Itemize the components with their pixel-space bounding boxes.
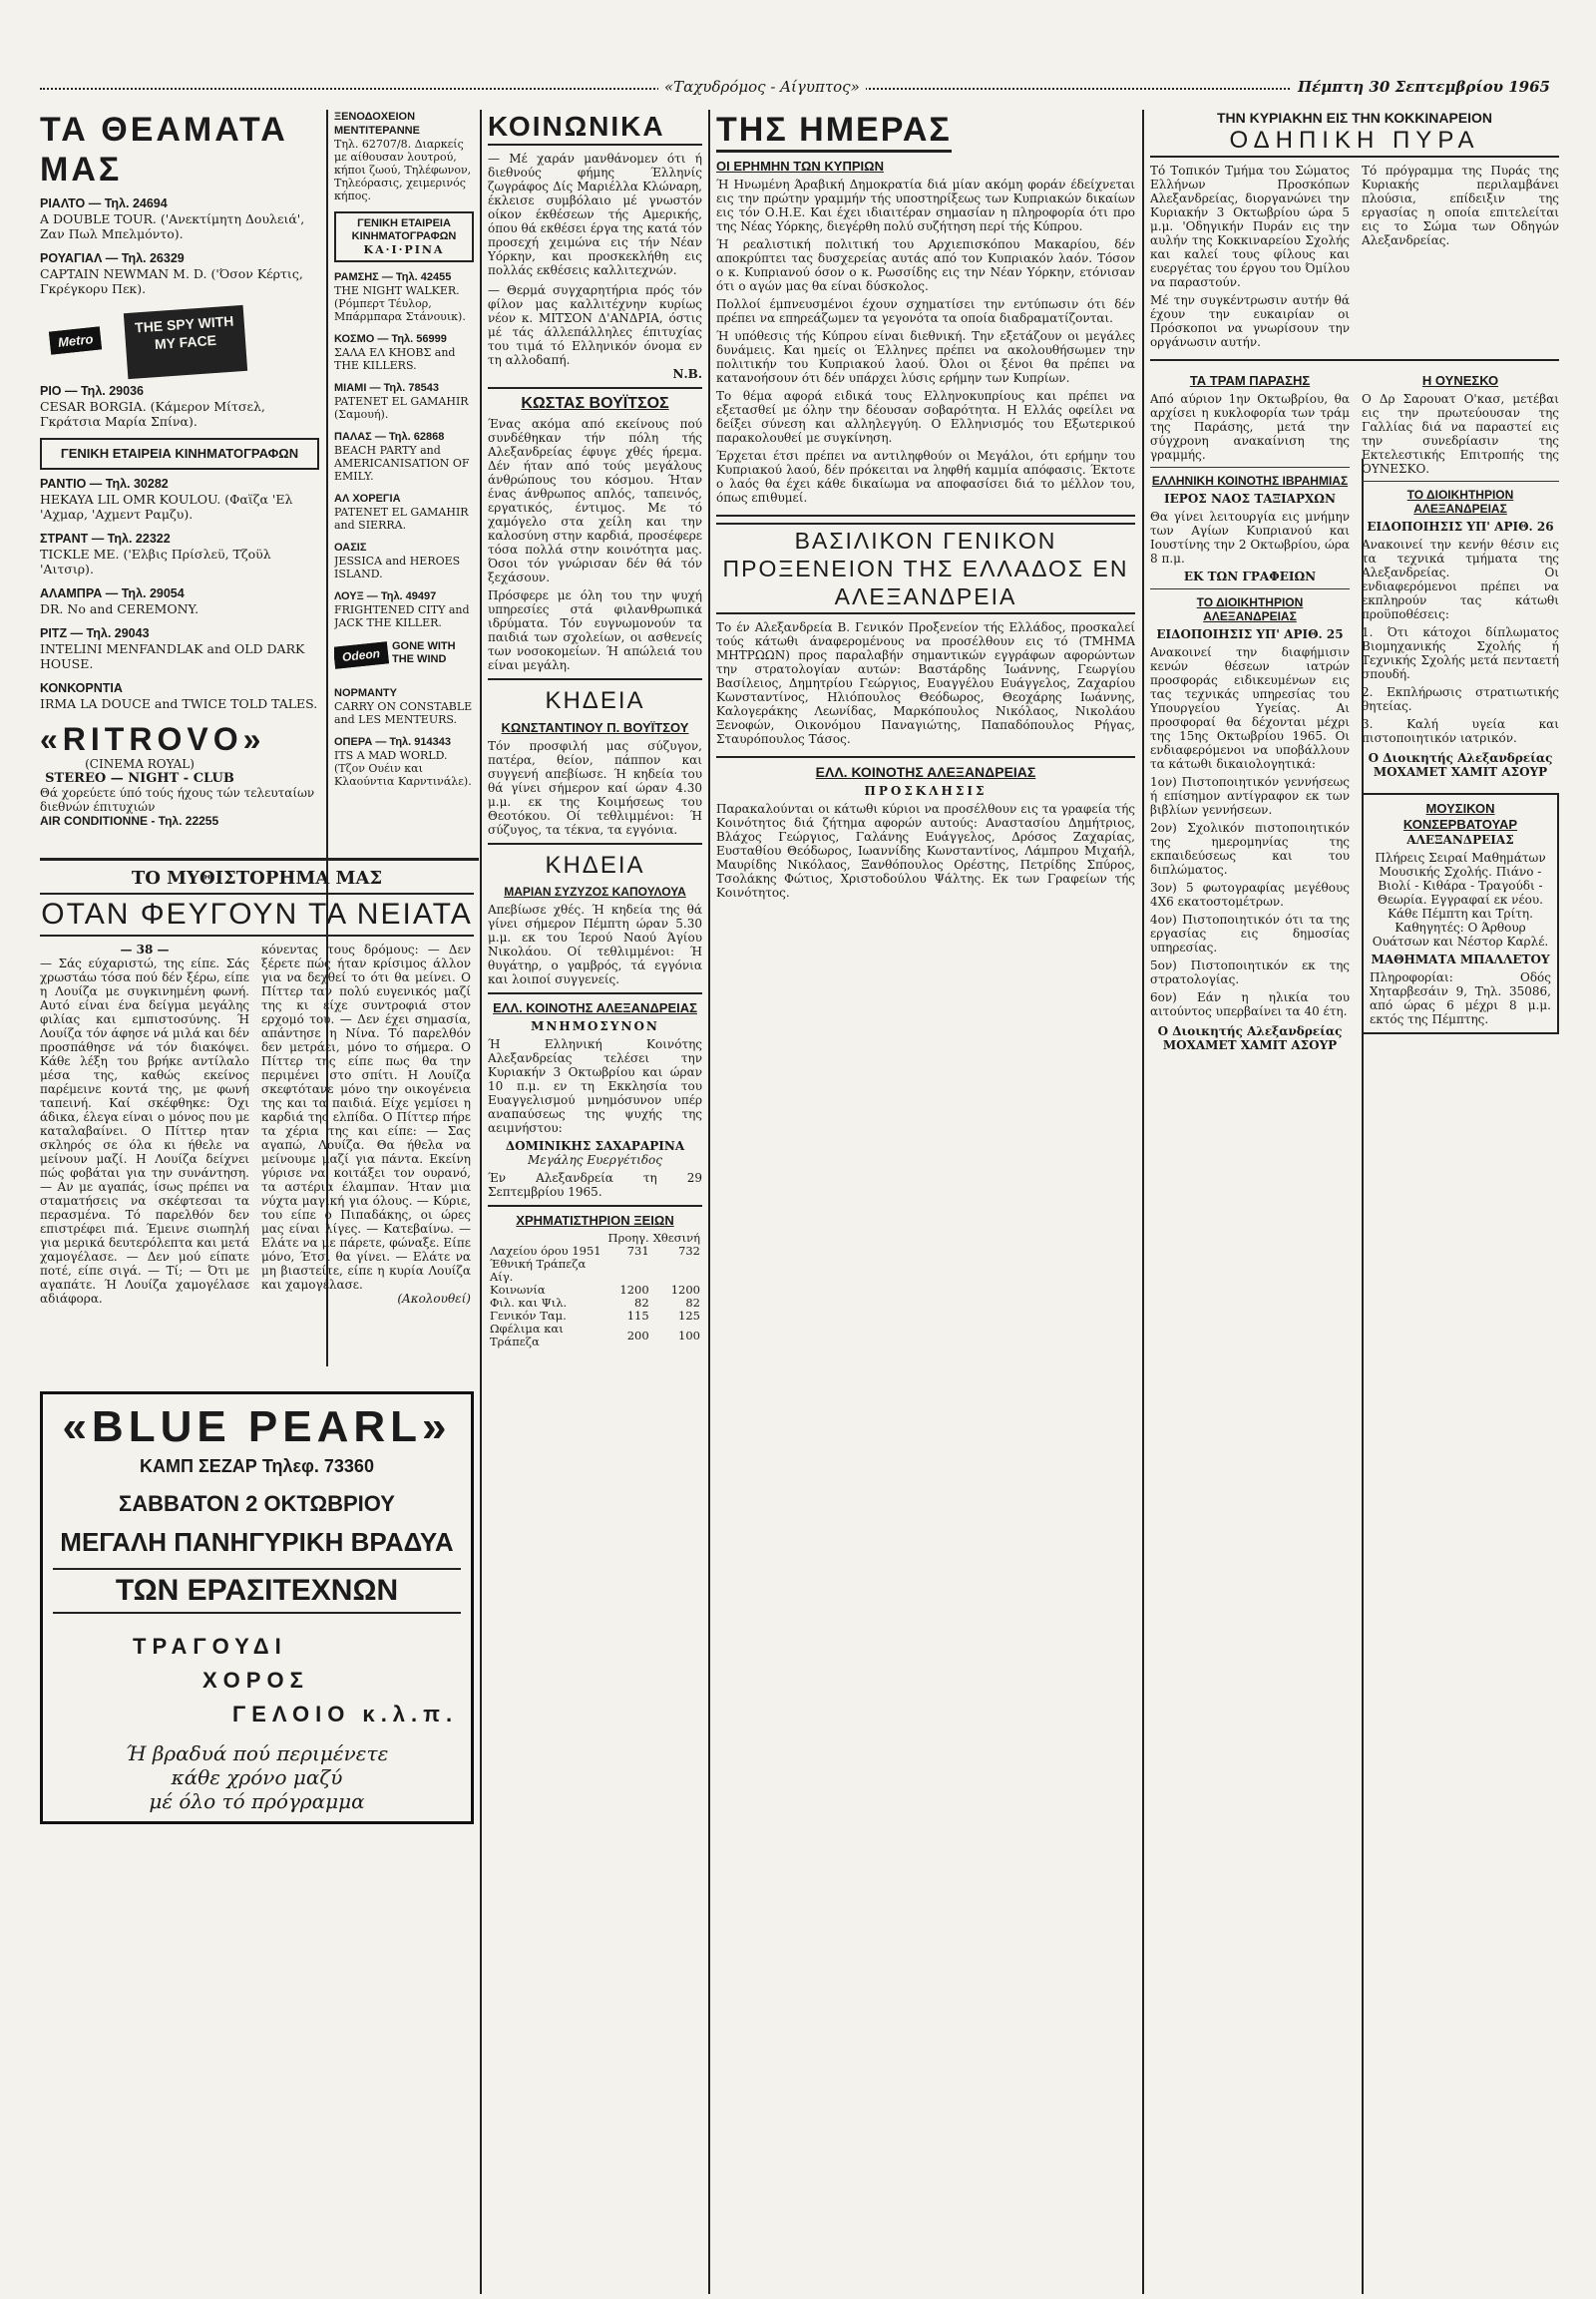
column-rule: [1142, 110, 1144, 2294]
unesco-head: Η ΟΥΝΕΣΚΟ: [1421, 373, 1499, 388]
listing-item: [334, 430, 474, 483]
company-box: [40, 438, 319, 470]
church-head: ΕΛΛΗΝΙΚΗ ΚΟΙΝΟΤΗΣ ΙΒΡΑΗΜΙΑΣ: [1151, 474, 1349, 488]
metro-logo: Metro: [49, 326, 103, 354]
column-rule: [708, 110, 710, 2294]
listing-item: [40, 250, 319, 296]
listing-body: CAPTAIN NEWMAN M. D. ('Όσον Κέρτις, Γκρέγκορυ Πεκ).: [40, 266, 303, 296]
odeon-logo: Odeon: [334, 641, 389, 669]
masthead-date: Πέμπτη 30 Σεπτεμβρίου 1965: [1292, 78, 1556, 96]
funeral-name: ΚΩΝΣΤΑΝΤΙΝΟΥ Π. ΒΟΥΪΤΣΟΥ: [501, 720, 689, 735]
memorial-text: Ή Ελληνική Κοινότης Αλεξανδρείας τελέσει την Κυριακήν 3 Οκτωβρίου και ώραν 10 π.μ. εν τη Εκκλησία του Ευαγγελισμού μνημόσυνον υπέρ αναπαύσεως της ψυχής της αειμνήστου:: [488, 1037, 702, 1135]
notice-item: 1ον) Πιστοποιητικόν γεννήσεως ή επίσημον αντίγραφον εκ των βιβλίων γεννήσεων.: [1150, 775, 1350, 817]
editorial-title: ΤΗΣ ΗΜΕΡΑΣ: [716, 110, 952, 153]
community-sub: ΠΡΟΣΚΛΗΣΙΣ: [864, 784, 988, 798]
notice-item: 5ον) Πιστοποιητικόν εκ της στρατολογίας.: [1150, 958, 1350, 986]
listing-body: INTELINI MENFANDLAK and OLD DARK HOUSE.: [40, 641, 305, 671]
funeral-name: ΜΑΡΙΑΝ ΣΥΖΥΖΟΣ ΚΑΠΟΥΛΟΥΑ: [504, 885, 686, 899]
listing-name: ΑΛΑΜΠΡΑ — Τηλ. 29054: [40, 586, 185, 600]
music-contact: Πληροφορίαι: Οδός Χηταρβεσάιν 9, Τηλ. 35086, από ώρας 6 μέχρι 8 μ.μ. εκτός της Πέμπτης.: [1370, 970, 1551, 1026]
listing-name: ΛΟΥΞ — Τηλ. 49497: [334, 590, 437, 602]
ad-title: «BLUE PEARL»: [62, 1402, 452, 1451]
listing-body: HEKAYA LIL OMR KOULOU. (Φαϊζα 'Ελ 'Αχμαρ, 'Αχμεντ Ραμζυ).: [40, 492, 293, 522]
listing-body: THE NIGHT WALKER. (Ρόμπερτ Τέυλορ, Μπάρμπαρα Στάνουικ).: [334, 284, 466, 323]
consulate-text: Το έν Αλεξανδρεία Β. Γενικόν Προξενείον τής Ελλάδος, προσκαλεί τούς κάτωθι άναφερομένους να προσέλθουν εις τό (ΤΜΗΜΑ ΜΗΤΡΩΩΝ) προς παραλαβήν σημαντικών εγγράφων αφορώντων την στρατολογίαν αυτών: Βαστάρδης Ίωάννης, Γεωργίου Βασίλειος, Δημητρίου Γεώργιος, Ευαγγέλου Ευάγγελος, Ζαχαρίου Κωνσταντίνος, Ηλιόπουλος Θεόδωρος, Θεοχάρης Ιωάννης, Καλογεράκης Λεωνίδας, Μαρκόπουλος Νικόλαος, Νικολάου Ξενοφών, Οικονόμου Παναγιώτης, Παπαδόπουλος Ρήγας, Σταυρόπουλος Τάσος.: [716, 620, 1135, 746]
cinema-listings-column: [40, 110, 319, 848]
listing-name: ΚΟΣΜΟ — Τηλ. 56999: [334, 333, 447, 345]
funeral-head: ΚΗΔΕΙΑ: [545, 687, 645, 714]
masthead: [40, 78, 1556, 104]
ad-slogan: μέ όλο τό πρόγραμμα: [149, 1789, 365, 1813]
listing-body: IRMA LA DOUCE and TWICE TOLD TALES.: [40, 696, 318, 711]
notice-text: Ανακοινεί την διαφήμισιν κενών θέσεων ιατρών προσφοράς ειδικευμένων εις τας τεχνικάς υπηρεσίας του Υπουργείου Υγείας. Αι προσφοραί θα δέχονται μέχρι της 15ης Οκτωβρίου 1965. Οι ενδιαφερόμενοι να υποβάλλουν τα κάτωθι δικαιολογητικά:: [1150, 645, 1350, 771]
notice-item: 3ον) 5 φωτογραφίας μεγέθους 4Χ6 εκατοστομέτρων.: [1150, 881, 1350, 909]
memorial-name: ΔΟΜΙΝΙΚΗΣ ΣΑΧΑΡΑΡΙΝΑ: [505, 1139, 685, 1153]
editorial-text: Ή ρεαλιστική πολιτική του Αρχιεπισκόπου Μακαρίου, δέν αποκρύπτει τας δυσχερείας αυτάς από τον Κυπριακόν λαόν. Τόσον ο κ. Κυπριανού όσον ο κ. Ρωσσίδης εις την Νέαν Υόρκην, ετόνισαν ότι ο αγών μας θα είναι δύσκολος.: [716, 237, 1135, 293]
company-box: [334, 211, 474, 262]
listing-body: TICKLE ME. ('Ελβις Πρίσλεϋ, Τζοϋλ 'Αιτσιρ).: [40, 547, 271, 576]
editorial-text: Ή υπόθεσις τής Κύπρου είναι διεθνική. Την εξετάζουν οι μεγάλες δυνάμεις. Και ημείς οι Έλληνες πρέπει να ακολουθήσωμεν την πολιτικήν του Κυπριακού λαού. Όλοι οι ξένοι θα πρέπει να κατανοήσουν ότι δέν υπάρχει λύσις ερήμην των Κυπρίων.: [716, 329, 1135, 385]
ad-box: [40, 1391, 474, 1824]
page-section-title: ΤΑ ΘΕΑΜΑΤΑ ΜΑΣ: [40, 111, 288, 189]
stock-table: [488, 1232, 702, 1348]
church-sign: ΕΚ ΤΩΝ ΓΡΑΦΕΙΩΝ: [1183, 570, 1317, 583]
listing-name: ΡΙΟ — Τηλ. 29036: [40, 384, 144, 398]
tram-text: Από αύριον 1ην Οκτωβρίου, θα αρχίσει η κυκλοφορία των τράμ της Παράσης, μετά την σύγχρονη ανακαίνιση της γραμμής.: [1150, 392, 1350, 462]
company-city: ΚΑ·Ι·ΡΙΝΑ: [363, 243, 445, 256]
company-name: ΓΕΝΙΚΗ ΕΤΑΙΡΕΙΑ ΚΙΝΗΜΑΤΟΓΡΑΦΩΝ: [351, 217, 457, 242]
listing-item: [334, 541, 474, 580]
notice-sub: ΕΙΔΟΠΟΙΗΣΙΣ ΥΠ' ΑΡΙΘ. 26: [1367, 520, 1554, 534]
music-teachers: ΜΑΘΗΜΑΤΑ ΜΠΑΛΛΕΤΟΥ: [1371, 953, 1550, 966]
listing-body: A DOUBLE TOUR. ('Ανεκτίμητη Δουλειά', Ζαν Πωλ Μπελμόντο).: [40, 211, 305, 241]
unesco-text: Ο Δρ Σαρουατ Ο'κασ, μετέβαι εις την πρωτεύουσαν της Γαλλίας διά να παραστεί εις την συνεδρίασιν της Εκτελεστικής Επιτροπής της ΟΥΝΕΣΚΟ.: [1362, 392, 1559, 476]
listing-body: DR. No and CEREMONY.: [40, 601, 200, 616]
listing-body: ΣΑΛΑ ΕΛ ΚΗΟΒΣ and THE KILLERS.: [334, 346, 456, 372]
social-title: ΚΟΙΝΩΝΙΚΑ: [488, 110, 702, 146]
memorial-head: ΕΛΛ. ΚΟΙΝΟΤΗΣ ΑΛΕΞΑΝΔΡΕΙΑΣ: [493, 1000, 697, 1015]
novel-title: ΟΤΑΝ ΦΕΥΓΟΥΝ ΤΑ ΝΕΙΑΤΑ: [40, 893, 474, 937]
listing-name: ΞΕΝΟΔΟΧΕΙΟΝ ΜΕΝΤΙΤΕΡΑΝΝΕ: [334, 111, 420, 137]
notice-sub: ΕΙΔΟΠΟΙΗΣΙΣ ΥΠ' ΑΡΙΘ. 25: [1156, 627, 1344, 641]
movie-ad: [40, 305, 319, 375]
blue-pearl-ad: [40, 1391, 474, 2279]
listing-item: [334, 381, 474, 421]
ad-line: ΧΟΡΟΣ: [202, 1668, 309, 1693]
listing-name: ΡΙΑΛΤΟ — Τηλ. 24694: [40, 196, 168, 210]
listing-body: CESAR BORGIA. (Κάμερον Μίτσελ, Γκράτσια Μαρία Σπίνα).: [40, 399, 265, 429]
ad-event-2: ΤΩΝ ΕΡΑΣΙΤΕΧΝΩΝ: [53, 1568, 461, 1614]
social-text: — Θερμά συγχαρητήρια πρός τόν φίλον μας καλλιτέχνην κυρίως νέον κ. ΜΙΤΣΟΝ Δ'ΑΝΔΡΙΑ, όστις μέ τάς άλλεπάλληλες έπιτυχίας του τιμά τό Ελληνικόν όνομα εν τη αλλοδαπή.: [488, 283, 702, 367]
novel-text: κόνεντας τους δρόμους: — Δεν ξέρετε πώς ήταν κρίσιμος άλλον για να δεχθεί το ότι θα μείνει. Ο Πίττερ ταν πολύ ευγενικός μαζί της κι είχε συντροφιά στον ερχομό του. — Δεν έχει σημασία, απάντησε η Νίνα. Τό παρελθόν δεν μετράει, μόνο το σήμερα. Ο Πίττερ της είπε πως θα την περιμένει στο σπίτι. Η Λουίζα σκεφτότανε μόνο την οικογένεια της και τα παιδιά. Είχε γεμίσει η καρδιά της ελπίδα. Ο Πίττερ πήρε τα χέρια της και είπε: — Σας αγαπώ, Λουίζα. Θα ήθελα να μείνουμε μαζί για πάντα. Εκείνη γύρισε να κοιτάξει τον ουρανό, τα αστέρια έλαμπαν. Ήταν μια νύχτα μαγική για όλους. — Κύριε, του είπε ο Πιπαδάκης, οι ώρες μας είναι λίγες. — Κατεβαίνω. — Ελάτε να με πάρετε, φώναξε. Είπε μόνο, Έτσι θα γίνει. — Ελάτε να μη βιαστείτε, είπε η κυρία Λουίζα και χαμογέλασε.: [261, 943, 471, 1292]
music-text: Πλήρεις Σειραί Μαθημάτων Μουσικής Σχολής. Πιάνο - Βιολί - Κιθάρα - Τραγούδι - Θεωρία. Εγγραφαί εκ νέου. Κάθε Πέμπτη και Τρίτη. Καθηγητές: Ο Άρθουρ Ουάτσων και Νέστορ Καρλέ.: [1372, 851, 1549, 949]
listing-body: FRIGHTENED CITY and JACK THE KILLER.: [334, 603, 470, 629]
masthead-title: «Ταχυδρόμος - Αίγυπτος»: [658, 78, 866, 96]
novel-section-head: ΤΟ ΜΥΘΙΣΤΟΡΗΜΑ ΜΑΣ: [131, 868, 383, 889]
novel-section: [40, 868, 474, 1386]
notice-sign: Ο Διοικητής Αλεξανδρείας ΜΟΧΑΜΕΤ ΧΑΜΙΤ ΑΣΟΥΡ: [1368, 751, 1553, 779]
music-sub: ΑΛΕΞΑΝΔΡΕΙΑΣ: [1406, 833, 1514, 847]
cinema-listings-column-2: [334, 110, 474, 848]
ritrovo-ac: AIR CONDITIONNE - Τηλ. 22255: [40, 814, 219, 828]
listing-name: ΡΑΜΣΗΣ — Τηλ. 42455: [334, 271, 452, 283]
ritrovo-ad: [40, 721, 319, 828]
notice-item: 2ον) Σχολικόν πιστοποιητικόν της ημερομηνίας της εκπαιδεύσεως και του διπλώματος.: [1150, 821, 1350, 877]
memorial-title: Μεγάλης Ευεργέτιδος: [527, 1153, 662, 1167]
notice-item: 4ον) Πιστοποιητικόν ότι τα της εργασίας εις δημοσίας υπηρεσίας.: [1150, 913, 1350, 955]
listing-item: [40, 625, 319, 671]
listing-body: CARRY ON CONSTABLE and LES MENTEURS.: [334, 700, 473, 726]
ritrovo-sub: (CINEMA ROYAL): [85, 757, 195, 771]
ad-line: ΓΕΛΟΙΟ κ.λ.π.: [232, 1702, 459, 1726]
ad-slogan: κάθε χρόνο μαζύ: [171, 1765, 343, 1789]
editorial-column: [716, 110, 1135, 2284]
obituary-headline: ΚΩΣΤΑΣ ΒΟΥΪΤΣΟΣ: [521, 395, 669, 412]
obituary-text: Πρόσφερε με όλη του την ψυχή υπηρεσίες στά φιλανθρωπικά ιδρύματα. Τόν ευγνωμονούν τα παιδιά των σχολείων, οι ασθενείς των νοσοκομείων. Ή απώλειά του είναι μεγάλη.: [488, 588, 702, 672]
listing-item: [334, 332, 474, 372]
listing-body: PATENET EL GAMAHIR and SIERRA.: [334, 506, 469, 532]
company-name: ΓΕΝΙΚΗ ΕΤΑΙΡΕΙΑ ΚΙΝΗΜΑΤΟΓΡΑΦΩΝ: [60, 446, 299, 461]
listing-name: ΡΟΥΑΓΙΑΛ — Τηλ. 26329: [40, 251, 185, 265]
notice-text: Ανακοινεί την κενήν θέσιν εις τα τεχνικά τμήματα της Αλεξανδρείας. Οι ενδιαφερόμενοι πρέπει να εκπληρούν τας κάτωθι προϋποθέσεις:: [1362, 538, 1559, 621]
notice-item: 6ον) Εάν η ηλικία του αιτούντος υπερβαίνει τα 40 έτη.: [1150, 990, 1350, 1018]
ad-date: ΣΑΒΒΑΤΟΝ 2 ΟΚΤΩΒΡΙΟΥ: [119, 1491, 395, 1516]
listing-item: [334, 735, 474, 788]
ad-address: ΚΑΜΠ ΣΕΖΑΡ Τηλεφ. 73360: [140, 1456, 374, 1476]
odeon-film: GONE WITH THE WIND: [392, 640, 456, 665]
ritrovo-line: STEREO — NIGHT - CLUB: [45, 771, 234, 786]
listing-item: [40, 585, 319, 616]
pyra-text: Μέ την συγκέντρωσιν αυτήν θά έχουν την ευκαιρίαν οι Πρόσκοποι να γνωρίσουν την οργάνωσιν αυτήν.: [1150, 293, 1350, 349]
table-row: Προηγ. Χθεσινή: [607, 1231, 700, 1245]
listing-item: [334, 686, 474, 726]
odeon-ad: [334, 638, 474, 680]
novel-continued: (Ακολουθεί): [397, 1292, 471, 1306]
ritrovo-name: «RITROVO»: [40, 721, 266, 757]
social-column: [488, 110, 702, 2284]
table-row: Γενικόν Ταμ. 115 125: [490, 1309, 700, 1323]
listing-item: [40, 476, 319, 522]
editorial-subtitle: ΟΙ ΕΡΗΜΗΝ ΤΩΝ ΚΥΠΡΙΩΝ: [716, 159, 884, 174]
ad-line: ΤΡΑΓΟΥΔΙ: [133, 1634, 287, 1659]
tram-head: ΤΑ ΤΡΑΜ ΠΑΡΑΣΗΣ: [1189, 373, 1311, 388]
listing-name: ΚΟΝΚΟΡΝΤΙΑ: [40, 681, 123, 695]
listing-name: ΠΑΛΑΣ — Τηλ. 62868: [334, 431, 445, 443]
listing-name: ΟΠΕΡΑ — Τηλ. 914343: [334, 736, 451, 748]
music-ad: [1362, 793, 1559, 1034]
table-row: Κοινωνία 1200 1200: [490, 1283, 700, 1297]
table-row: Ωφέλιμα και Τράπεζα 200 100: [490, 1322, 700, 1348]
table-row: Έθνική Τράπεζα Αίγ.: [490, 1257, 587, 1284]
community-text: Παρακαλούνται οι κάτωθι κύριοι να προσέλθουν εις τα γραφεία τής Κοινότητος διά ζήτημα αφορών αυτούς: Αναστασίου Δημήτριος, Βλάχος Γεώργιος, Γαλάνης Ευάγγελος, Δρόσος Ζαχαρίας, Ευσταθίου Θεόδωρος, Ιωαννίδης Κωνσταντίνος, Λάμπρου Μιχαήλ, Μαυρίδης Νικόλαος, Ξανθόπουλος Ορέστης, Πετρίδης Σπύρος, Τσολάκης Φώτιος, Χριστοδούλου Ψάλτης. Εκ των Γραφείων τής Κοινότητος.: [716, 802, 1135, 900]
table-row: Λαχείου όρου 1951 731 732: [490, 1244, 700, 1258]
funeral-text: Τόν προσφιλή μας σύζυγον, πατέρα, θείον, πάππον και συγγενή απεβίωσε. Ή κηδεία του θά γίνει σήμερον καί ώραν 4.30 μ.μ. εκ της Κοιμήσεως του Θεοτόκου. Οί τεθλιμμένοι: Ή σύζυγος, τα τέκνα, τα εγγόνια.: [488, 739, 702, 837]
novel-episode: — 38 —: [120, 943, 170, 957]
notice-item: 2. Εκπλήρωσις στρατιωτικής θητείας.: [1362, 685, 1559, 713]
signature: Ν.Β.: [672, 367, 702, 381]
listing-name: ΑΛ ΧΟΡΕΓΙΑ: [334, 493, 401, 505]
listing-item: [334, 589, 474, 629]
social-text: — Μέ χαράν μανθάνομεν ότι ή διεθνούς φήμης Έλληνίς ζωγράφος Δίς Μαριέλλα Κλώναρη, έκλεισε συμβόλαιο μέ γνωστόν οίκον έκθέσεων τής Αμερικής, όπου θά εκθέσει έργα της κατά τόν προσεχή χειμώνα εις τήν Νέαν Υόρκην, και προσκεκλήθη εις πολλάς εκθέσεις καλλιτεχνών.: [488, 152, 702, 277]
listing-item: [40, 680, 319, 711]
listing-body: BEACH PARTY and AMERICANISATION OF EMILY.: [334, 444, 470, 483]
listing-name: ΜΙΑΜΙ — Τηλ. 78543: [334, 382, 439, 394]
section-rule: [40, 858, 479, 861]
listing-item: [334, 270, 474, 323]
editorial-text: Ή Ηνωμένη Άραβική Δημοκρατία διά μίαν ακόμη φοράν έδείχνεται εις την πρώτην γραμμήν τής υποστηρίξεως των Κυπριακών δικαίων εις τόν Ο.Η.Ε. Και έχει ιδιαιτέραν σημασίαν η πληροφορία ότι προ της Νέας Υόρκης, διεγέρθη πολύ συζήτηση περί τής Κύπρου.: [716, 178, 1135, 233]
church-text: Θα γίνει λειτουργία εις μνήμην των Αγίων Κυπριανού και Ιουστίνης την 2 Οκτωβρίου, ώρα 8 π.μ.: [1150, 510, 1350, 566]
funeral-head: ΚΗΔΕΙΑ: [545, 852, 645, 879]
pyra-text: Τό Τοπικόν Τμήμα του Σώματος Ελλήνων Προσκόπων Αλεξανδρείας, διοργανώνει την Κυριακήν 3 Οκτωβρίου ώρα 5 μ.μ. 'Οδηγικήν Πυράν εις την αυλήν της Κοκκιναρείου Σχολής και καλεί τους φίλους και ευεργέτας του έργου του Όμίλου να παραστούν.: [1150, 164, 1350, 289]
memorial-sign: Έν Αλεξανδρεία τη 29 Σεπτεμβρίου 1965.: [488, 1171, 702, 1199]
listing-body: PATENET EL GAMAHIR (Σαμουή).: [334, 395, 469, 421]
notice-item: 1. Ότι κάτοχοι δίπλωματος Βιομηχανικής Σχολής ή Τεχνικής Σχολής μετά πενταετή σπουδή.: [1362, 625, 1559, 681]
listing-body: ITS A MAD WORLD. (Τζον Ουέιν και Κλαούντια Καρντινάλε).: [334, 749, 472, 788]
pyra-title: ΟΔΗΠΙΚΗ ΠΥΡΑ: [1150, 126, 1559, 158]
listing-body: Τηλ. 62707/8. Διαρκείς με αίθουσαν λουτρού, κήποι ζωού, Τηλέφωνον, Τηλεόρασις, χειμερινός κήπος.: [334, 138, 472, 202]
funeral-text: Απεβίωσε χθές. Ή κηδεία της θά γίνει σήμερον Πέμπτη ώραν 5.30 μ.μ. εκ του Ίερού Ναού Άγίου Νικολάου. Οί τεθλιμμένοι: Ή θυγάτηρ, ο γαμβρός, τά εγγόνια και λοιποί συγγενείς.: [488, 903, 702, 986]
editorial-text: Το θέμα αφορά ειδικά τους Ελληνοκυπρίους και πρέπει να εξετασθεί με όλην την δέουσαν σοβαρότητα. Η Ελλάς οφείλει να δείξει σύνεση και αλληλεγγύη. Ο Ελληνισμός του Εξωτερικού παρακολουθεί με συγκίνηση.: [716, 389, 1135, 445]
listing-name: ΡΑΝΤΙΟ — Τηλ. 30282: [40, 477, 169, 491]
listing-name: ΝΟΡΜΑΝΤΥ: [334, 687, 397, 699]
stock-title: ΧΡΗΜΑΤΙΣΤΗΡΙΟΝ ΞΕΙΩΝ: [516, 1213, 674, 1228]
community-head: ΕΛΛ. ΚΟΙΝΟΤΗΣ ΑΛΕΞΑΝΔΡΕΙΑΣ: [815, 764, 1036, 780]
music-head: ΜΟΥΣΙΚΟΝ ΚΟΝΣΕΡΒΑΤΟΥΑΡ: [1402, 801, 1518, 832]
notices-column: [1150, 110, 1559, 2284]
ritrovo-text: Θά χορεύετε ύπό τούς ήχους τών τελευταίων διεθνών έπιτυχιών: [40, 786, 315, 814]
ad-event: ΜΕΓΑΛΗ ΠΑΝΗΓΥΡΙΚΗ ΒΡΑΔΥΑ: [60, 1527, 454, 1557]
table-row: Φιλ. και Ψιλ. 82 82: [490, 1296, 700, 1310]
notice-sign: Ο Διοικητής Αλεξανδρείας ΜΟΧΑΜΕΤ ΧΑΜΙΤ ΑΣΟΥΡ: [1157, 1024, 1343, 1052]
listing-body: JESSICA and HEROES ISLAND.: [334, 555, 461, 580]
notice-head: ΤΟ ΔΙΟΙΚΗΤΗΡΙΟΝ ΑΛΕΞΑΝΔΡΕΙΑΣ: [1196, 595, 1304, 623]
listing-item: [334, 110, 474, 202]
listing-item: [40, 531, 319, 576]
editorial-text: Έρχεται έτσι πρέπει να αντιληφθούν οι Μεγάλοι, ότι ερήμην του Κυπριακού λαού, δέν πρόκειται να ληφθή καμμία απόφασις. Έκτοτε ο λαός θα έχει κάθε δικαίωμα να αποφασίσει διά το μέλλον του, όπως επιθυμεί.: [716, 449, 1135, 505]
listing-name: ΟΑΣΙΣ: [334, 542, 367, 554]
listing-name: ΣΤΡΑΝΤ — Τηλ. 22322: [40, 532, 171, 546]
notice-head: ΤΟ ΔΙΟΙΚΗΤΗΡΙΟΝ ΑΛΕΞΑΝΔΡΕΙΑΣ: [1406, 488, 1514, 516]
listing-item: [334, 492, 474, 532]
obituary-text: Ένας ακόμα από εκείνους πού συνδέθηκαν τήν πόλη τής Αλεξανδρείας έφυγε χθές ήρεμα. Δέν ήταν από τούς μεγάλους άνθρώπους του κόσμου. Ήταν ένας άνθρωπος απλός, ταπεινός, εργατικός, έντιμος. Με τό χαμόγελο στα χείλη και την καλοσύνη στην καρδιά, προσέφερε τόσα πολλά στην κοινότητα μας. Όσοι τόν γνώρισαν δέν θά τόν ξεχάσουν.: [488, 417, 702, 584]
novel-text: — Σάς εύχαριστώ, της είπε. Σάς χρωστάω τόσα πού δέν ξέρω, είπε η Λουίζα με συγκινημένη φωνή. Αυτό είναι ένα δείγμα μεγάλης φιλίας και εμπιστοσύνης. Ή Λουίζα τόν άφησε νά μιλά και δέν προσπάθησε νά τόν διακόψει. Κάθε λέξη του βρήκε αντίλαλο μέσα της, καθώς εκείνος παρέμεινε κοντά της, με φωνή ταπεινή. Καί σκέφθηκε: Όχι άδικα, έλεγα είναι ο μόνος που με καταλαβαίνει. Ο Πίττερ ηταν σκληρός σε όλα κι ήθελε να μείνουν μαζί. Η Λουίζα δείχνει πώς φοβάται για την συνάντηση. — Αν με αγαπάς, ίσως πρέπει να σταματήσεις να σκέφτεσαι τα περασμένα. Τό παρελθόν δεν επιστρέφει πιά. Έμεινε σιωπηλή για μερικά δευτερόλεπτα και μετά χαμογέλασε. — Δεν μού είπατε ποτέ, είπε σιγά. — Τί; — Ότι με αγαπάτε. Ή Λουίζα χαμογέλασε αδιάφορα.: [40, 957, 250, 1306]
column-rule: [480, 110, 482, 2294]
pyra-text: Τό πρόγραμμα της Πυράς της Κυριακής περιλαμβάνει πλούσια, επίδειξιν της εργασίας η οποία επιτελείται εις το Σώμα των Οδηγών Αλεξανδρείας.: [1362, 164, 1559, 247]
listing-item: [40, 195, 319, 241]
pyra-top-head: ΤΗΝ ΚΥΡΙΑΚΗΝ ΕΙΣ ΤΗΝ ΚΟΚΚΙΝΑΡΕΙΟΝ: [1216, 110, 1493, 126]
movie-ad-title: THE SPY WITH MY FACE: [124, 305, 247, 379]
notice-item: 3. Καλή υγεία και πιστοποιητικόν ιατρικόν.: [1362, 717, 1559, 745]
listing-name: ΡΙΤΖ — Τηλ. 29043: [40, 626, 150, 640]
church-sub: ΙΕΡΟΣ ΝΑΟΣ ΤΑΞΙΑΡΧΩΝ: [1164, 492, 1336, 506]
memorial-sub: ΜΝΗΜΟΣΥΝΟΝ: [531, 1019, 659, 1033]
consulate-title: ΒΑΣΙΛΙΚΟΝ ΓΕΝΙΚΟΝ ΠΡΟΞΕΝΕΙΟΝ ΤΗΣ ΕΛΛΑΔΟΣ ΕΝ ΑΛΕΞΑΝΔΡΕΙΑ: [716, 523, 1135, 614]
listing-item: [40, 383, 319, 429]
ad-slogan: Ή βραδυά πού περιμένετε: [125, 1741, 389, 1765]
editorial-text: Πολλοί έμπνευσμένοι έχουν σχηματίσει την εντύπωσιν ότι δέν πρέπει να επηρεάζωμεν τα γεγονότα τα οποία διαδραματίζονται.: [716, 297, 1135, 325]
